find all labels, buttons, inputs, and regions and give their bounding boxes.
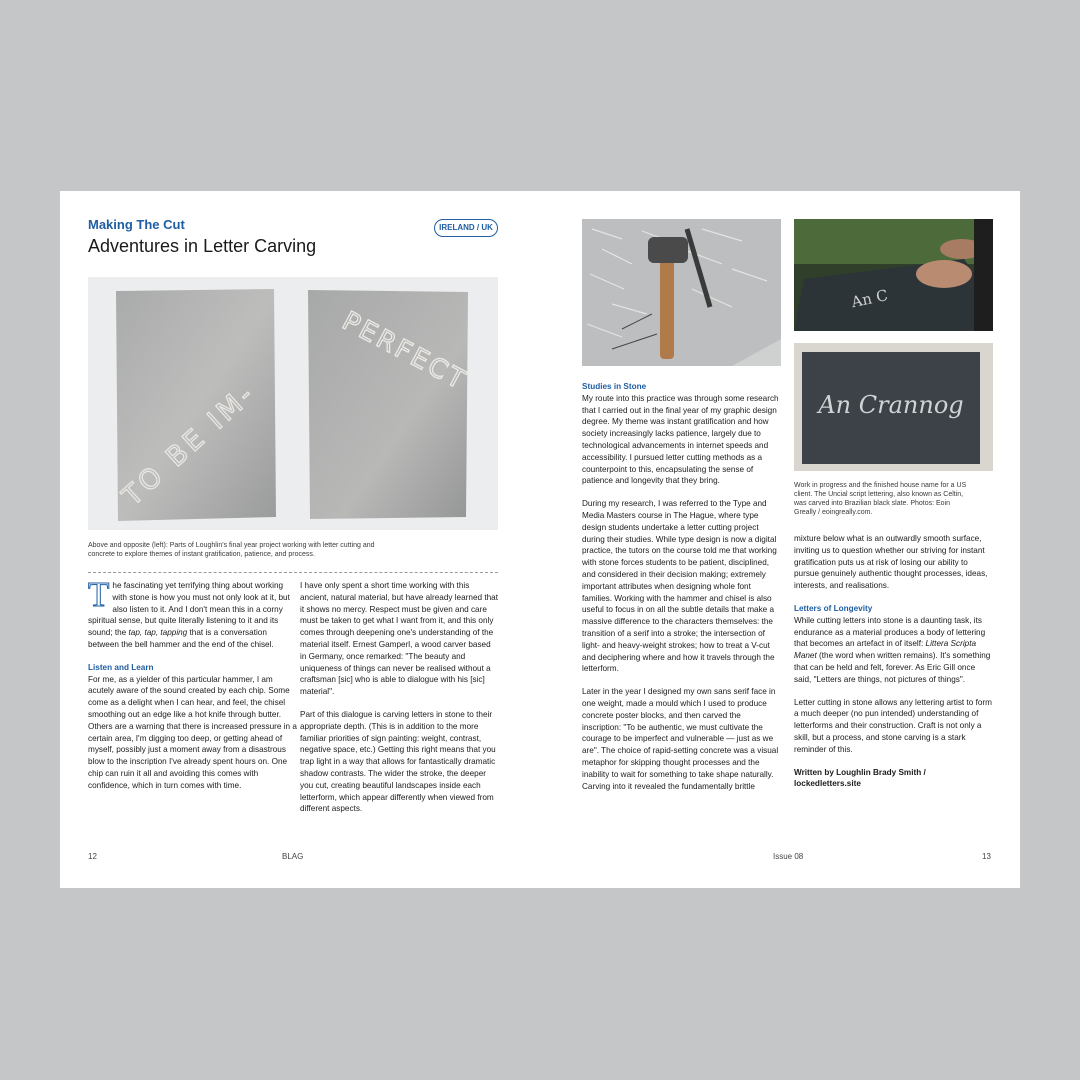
house-name-sign-image — [794, 343, 993, 471]
left-photo-caption: Above and opposite (left): Parts of Loughlin's final year project working with letter cutting and concrete to explore themes of instant gratification, patience, and process. — [88, 542, 375, 558]
slab-right-inscription: PERFECT — [337, 306, 472, 397]
carving-in-progress-photo — [794, 219, 993, 331]
column4-paragraph-1: mixture below what is an outwardly smooth surface, inviting us to question whether our striving for instant gratification puts us at risk of losing our ability to pursue genuinely authentic thought processes, ideas, interests, and realisations. — [794, 534, 988, 591]
carver-hand — [916, 260, 972, 288]
subheading-listen: Listen and Learn — [88, 662, 154, 672]
column2-paragraph-1: I have only spent a short time working with this ancient, natural material, but have already learned that it shows no mercy. Respect must be given and care must be taken to get what I want from it, and this only comes through deepening one's understanding of the material itself. Ernest Gamperl, a wood carver based in Germany, once remarked: "The beauty and uniqueness of things can never be realised without a craftsman [sic] who is able to dialogue with his [sic] material". — [300, 581, 498, 697]
house-name-sign-photo — [794, 343, 993, 471]
magazine-spread — [60, 191, 1020, 888]
article-title: Adventures in Letter Carving — [88, 236, 317, 256]
subheading-studies: Studies in Stone — [582, 382, 647, 391]
author-credit: Written by Loughlin Brady Smith / lockedletters.site — [794, 767, 926, 789]
dashed-divider — [88, 572, 498, 573]
text-column-3 — [582, 381, 782, 803]
longevity-paragraph-1: While cutting letters into stone is a daunting task, its endurance as a material produces a body of lettering that becomes an artefact in of itself: Littera Scripta Manet (the word when written remains). It's something that can be held and felt, forever. As Eric Gill once said, "Letters are things, not pictures of things". — [794, 615, 991, 684]
carving-in-progress-image — [794, 219, 993, 331]
slab-left-inscription: TO BE IM- — [116, 377, 263, 513]
magazine-name: BLAG — [282, 852, 304, 861]
page-number-left: 12 — [88, 852, 97, 861]
subheading-longevity: Letters of Longevity — [794, 603, 873, 613]
text-column-4 — [794, 533, 993, 801]
hammer-head — [648, 237, 688, 263]
drop-cap: T — [88, 575, 110, 614]
text-column-1 — [88, 575, 298, 803]
hammer-handle — [660, 259, 674, 359]
section-kicker: Making The Cut — [88, 217, 185, 232]
chisel-hammer-photo — [582, 219, 781, 366]
concrete-slabs-image — [88, 277, 498, 530]
page-number-right: 13 — [982, 852, 991, 861]
house-name-lettering: An Crannog — [818, 391, 964, 419]
studies-paragraph-1: My route into this practice was through some research that I carried out in the final year of my graphic design degree. My theme was instant gratification and how society increasingly lacks patience, largely due to technological advancements in internet speeds and accessibility. I pursued letter cutting methods as a counterpoint to this, encapsulating the sense of patience and longevity that they bring. — [582, 393, 779, 486]
region-tag: IRELAND / UK — [434, 219, 498, 237]
listen-paragraph: For me, as a yielder of this particular hammer, I am acutely aware of the sound created by each chip. Some come as a delight when I can hear, and feel, the chisel smoothing out an edge like a hot knife through butter. Others are a warning that there is increased pressure in a certain area, I'm digging too deep, or getting ahead of myself, possibly just a moment away from a disastrous blow to the inscription I've already spent hours on. One chip can ruin it all and avoiding this comes with confidence, which in turn comes with time. — [88, 674, 297, 790]
issue-number: Issue 08 — [773, 852, 804, 861]
chisel-hammer-image — [582, 219, 781, 366]
column2-paragraph-2: Part of this dialogue is carving letters in stone to their appropriate depth. (This is in addition to the more familiar priorities of sign painting: weight, contrast, negative space, etc.) Getting this right means that you trap light in a way that allows for fantastically dramatic shadow contrasts. The wider the stroke, the deeper you cut, creating beautiful landscapes inside each letterform, which appear differently when viewed from different aspects. — [300, 709, 496, 814]
concrete-slabs-photo — [88, 277, 498, 530]
intro-paragraph: The fascinating yet terrifying thing about working with stone is how you must not only look at it, but also listen to it. And I don't mean this in a corny spiritual sense, but quite literally listening to it and its sound; the tap, tap, tapping that is a conversation between the bell hammer and the end of the chisel. — [88, 575, 290, 649]
right-concrete-slab — [308, 290, 468, 519]
text-column-2 — [300, 580, 498, 826]
work-in-progress-letters: An C — [849, 286, 890, 312]
studies-paragraph-3: Later in the year I designed my own sans serif face in one weight, made a mould which I used to produce concrete poster blocks, and then carved the inscription: "To be authentic, we must cultivate the courage to be imperfect and vulnerable — just as we are". The choice of rapid-setting concrete was a visual metaphor for skipping thought processes and the inability to wait for something to take shape naturally. Carving into it revealed the fundamentally brittle — [582, 687, 779, 791]
right-photo-caption: Work in progress and the finished house name for a US client. The Uncial script lettering, also known as Celtin, was carved into Brazilian black slate. Photos: Eoin Greally / eoingreally.com. — [794, 482, 967, 516]
studies-paragraph-2: During my research, I was referred to the Type and Media Masters course in The Hague, where type design students undertake a letter cutting project during their studies. While type design is now a digital practice, the tutors on the course told me that working with stone forces students to be patient, disciplined, and considered in their decision making; extremely important attributes when designing whole font families. Working with the hammer and chisel is also useful to focus in on all the subtle details that make a massive difference to the characters themselves: the transition of a serif into a stroke; the intersection of light- and heavy-weight strokes; how to treat a V-cut and deciphering where and how it travels through the letterform. — [582, 499, 777, 674]
longevity-paragraph-2: Letter cutting in stone allows any lettering artist to form a much deeper (no pun intended) understanding of letterforms and their construction. Craft is not only a skill, but a process, and stone carving is a stark reminder of this. — [794, 697, 992, 754]
